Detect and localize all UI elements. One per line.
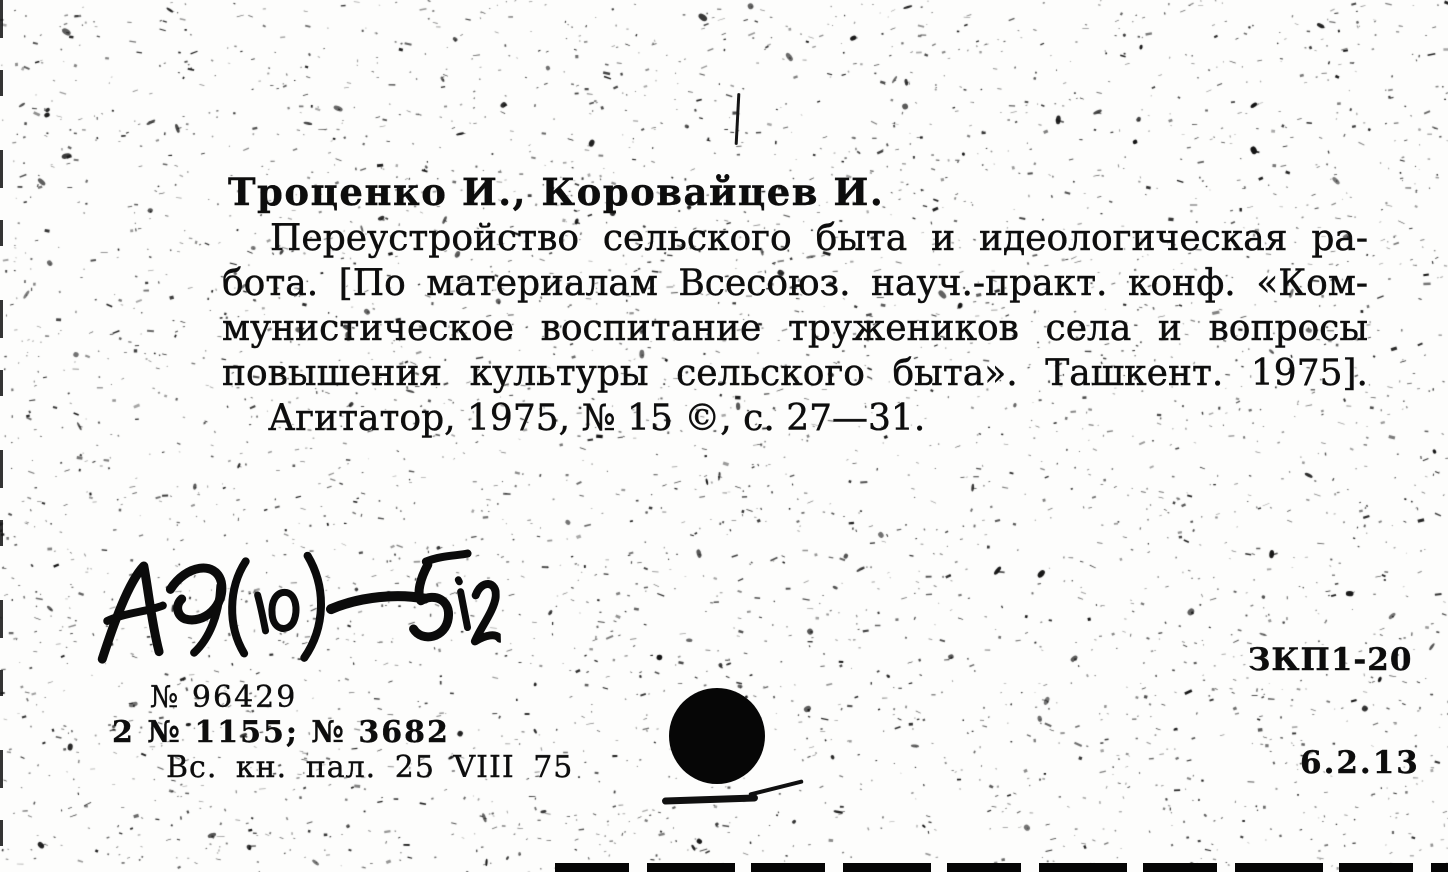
book-chamber-date: Вс. кн. пал. 25 VIII 75 [166, 750, 574, 785]
bibliographic-entry [222, 168, 1368, 441]
index-code: 6.2.13 [1300, 745, 1420, 781]
authors-line: Троценко И., Коровайцев И. [228, 170, 885, 214]
series-code: ЗКП1-20 [1248, 642, 1413, 678]
handwriting-strokes [94, 547, 502, 673]
scan-left-edge-artifact [0, 0, 3, 872]
description-line: бота. [По материалам Всесоюз. науч.-практ. конф. «Ком- [222, 263, 1368, 304]
description-line: Переустройство сельского быта и идеологическая ра- [270, 218, 1368, 259]
description-line: повышения культуры сельского быта». Ташкент. 1975]. [222, 353, 1368, 394]
handwritten-call-number [95, 552, 500, 667]
source-citation-line: Агитатор, 1975, № 15 ©, с. 27—31. [268, 398, 926, 439]
description-line: мунистическое воспитание тружеников села и вопросы [222, 308, 1368, 349]
accession-number: № 96429 [150, 680, 298, 715]
registry-numbers: 2 № 1155; № 3682 [112, 715, 450, 750]
scan-bottom-edge-artifact [555, 863, 1448, 872]
hole-punch-dot [669, 688, 765, 784]
